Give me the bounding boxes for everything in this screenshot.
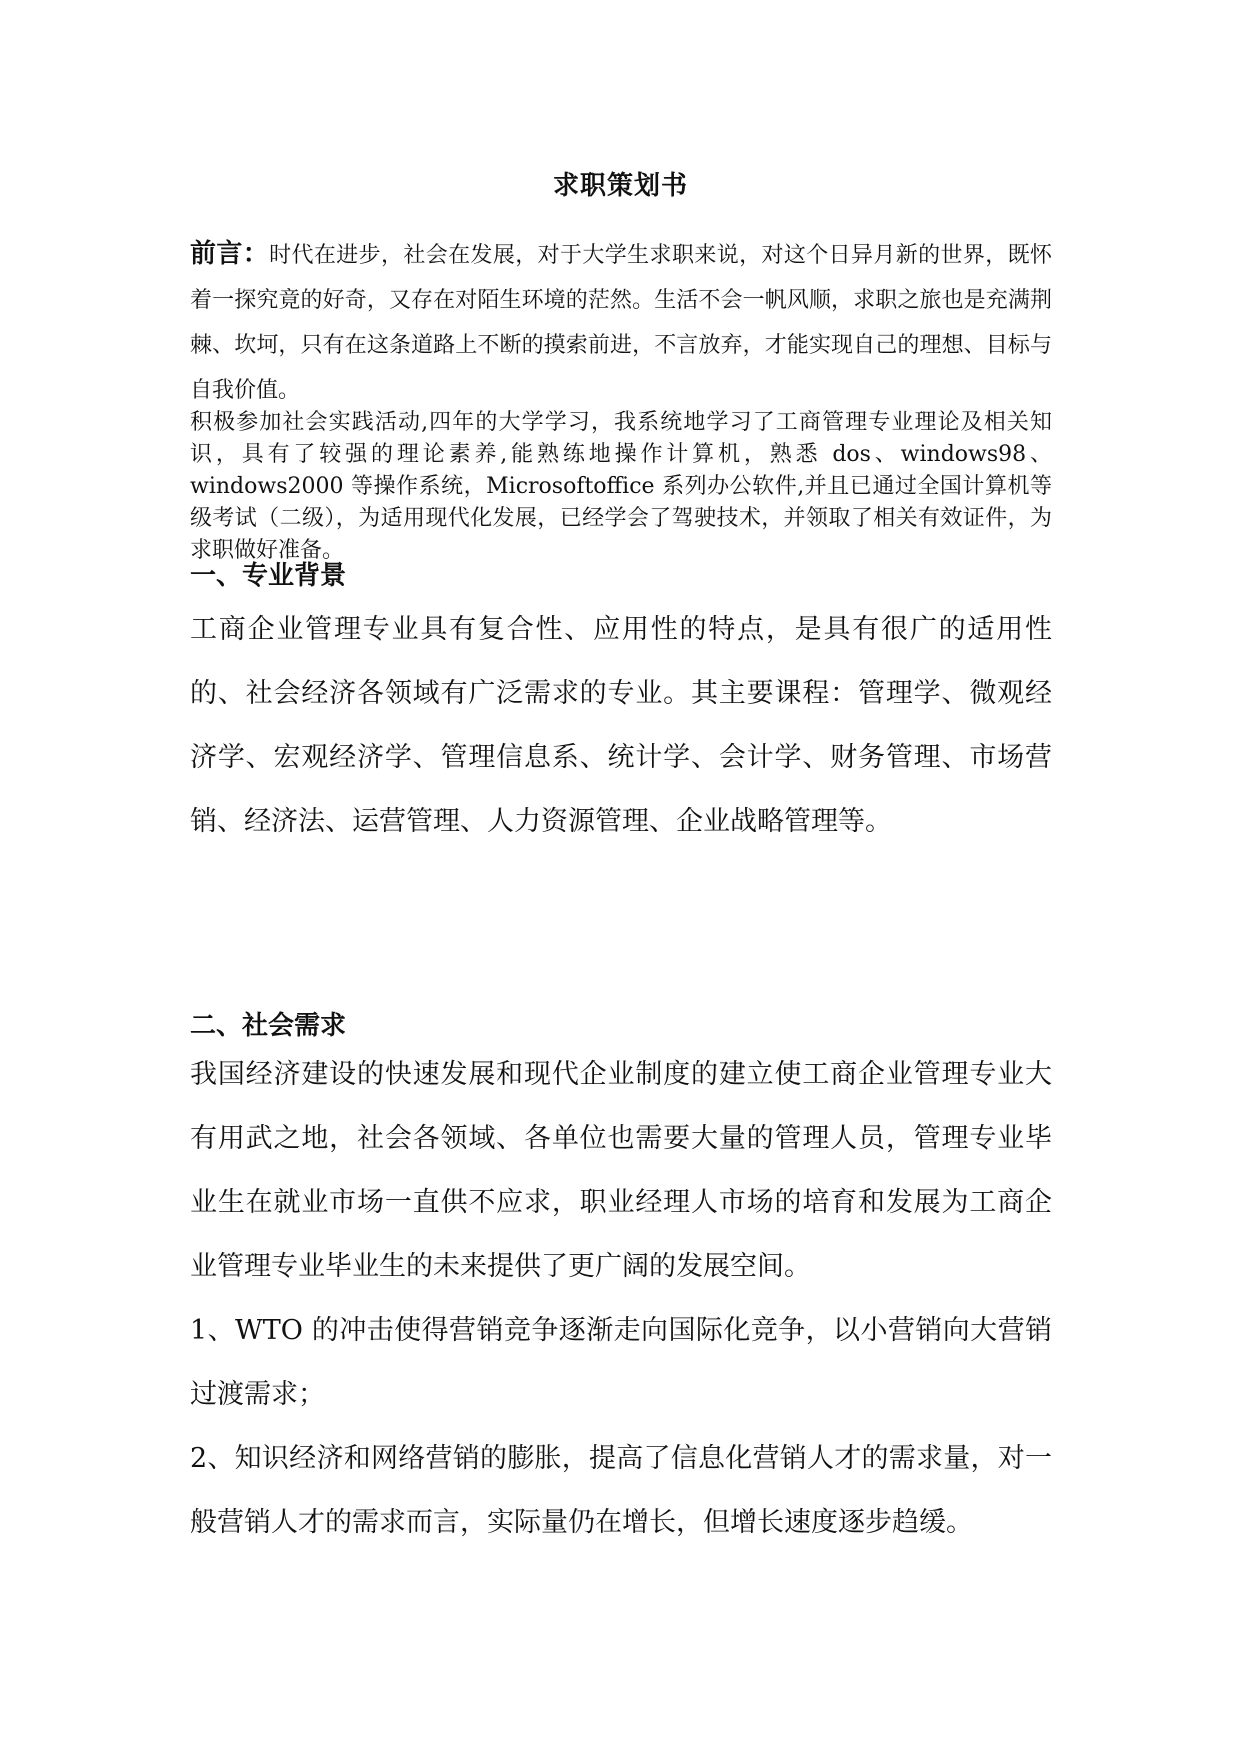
- section-1-paragraph: 工商企业管理专业具有复合性、应用性的特点，是具有很广的适用性的、社会经济各领域有广泛需求的专业。其主要课程：管理学、微观经济学、宏观经济学、管理信息系、统计学、会计学、财务管理、市场营销、经济法、运营管理、人力资源管理、企业战略管理等。: [190, 614, 1052, 837]
- section-2-paragraph: 我国经济建设的快速发展和现代企业制度的建立使工商企业管理专业大有用武之地，社会各领域、各单位也需要大量的管理人员，管理专业毕业生在就业市场一直供不应求，职业经理人市场的培育和发展为工商企业管理专业毕业生的未来提供了更广阔的发展空间。: [190, 1059, 1052, 1282]
- preface: [190, 232, 1052, 567]
- document-title: 求职策划书: [552, 171, 688, 201]
- section-1-body: [190, 598, 1052, 854]
- preface-text-1: 时代在进步，社会在发展，对于大学生求职来说，对这个日异月新的世界，既怀着一探究竟的好奇，又存在对陌生环境的茫然。生活不会一帆风顺，求职之旅也是充满荆棘、坎坷，只有在这条道路上不断的摸索前进，不言放弃，才能实现自己的理想、目标与自我价值。: [190, 243, 1052, 403]
- preface-paragraph-2: 积极参加社会实践活动,四年的大学学习，我系统地学习了工商管理专业理论及相关知识，具有了较强的理论素养,能熟练地操作计算机，熟悉 dos、windows98、windows2000 等操作系统，Microsoftoffice 系列办公软件,并且已通过全国计算机等级考试（二级），为适用现代化发展，已经学会了驾驶技术，并领取了相关有效证件，为求职做好准备。: [190, 410, 1052, 563]
- section-2-heading: 二、社会需求: [190, 1011, 347, 1041]
- section-1-heading: 一、专业背景: [190, 561, 347, 591]
- section-2-item-2: 2、知识经济和网络营销的膨胀，提高了信息化营销人才的需求量，对一般营销人才的需求而言，实际量仍在增长，但增长速度逐步趋缓。: [190, 1443, 1052, 1538]
- preface-lead: 前言：: [190, 239, 270, 269]
- section-2-item-1: 1、WTO 的冲击使得营销竞争逐渐走向国际化竞争，以小营销向大营销过渡需求；: [190, 1315, 1052, 1410]
- section-2-body: [190, 1043, 1052, 1555]
- preface-paragraph-1: [190, 232, 1052, 413]
